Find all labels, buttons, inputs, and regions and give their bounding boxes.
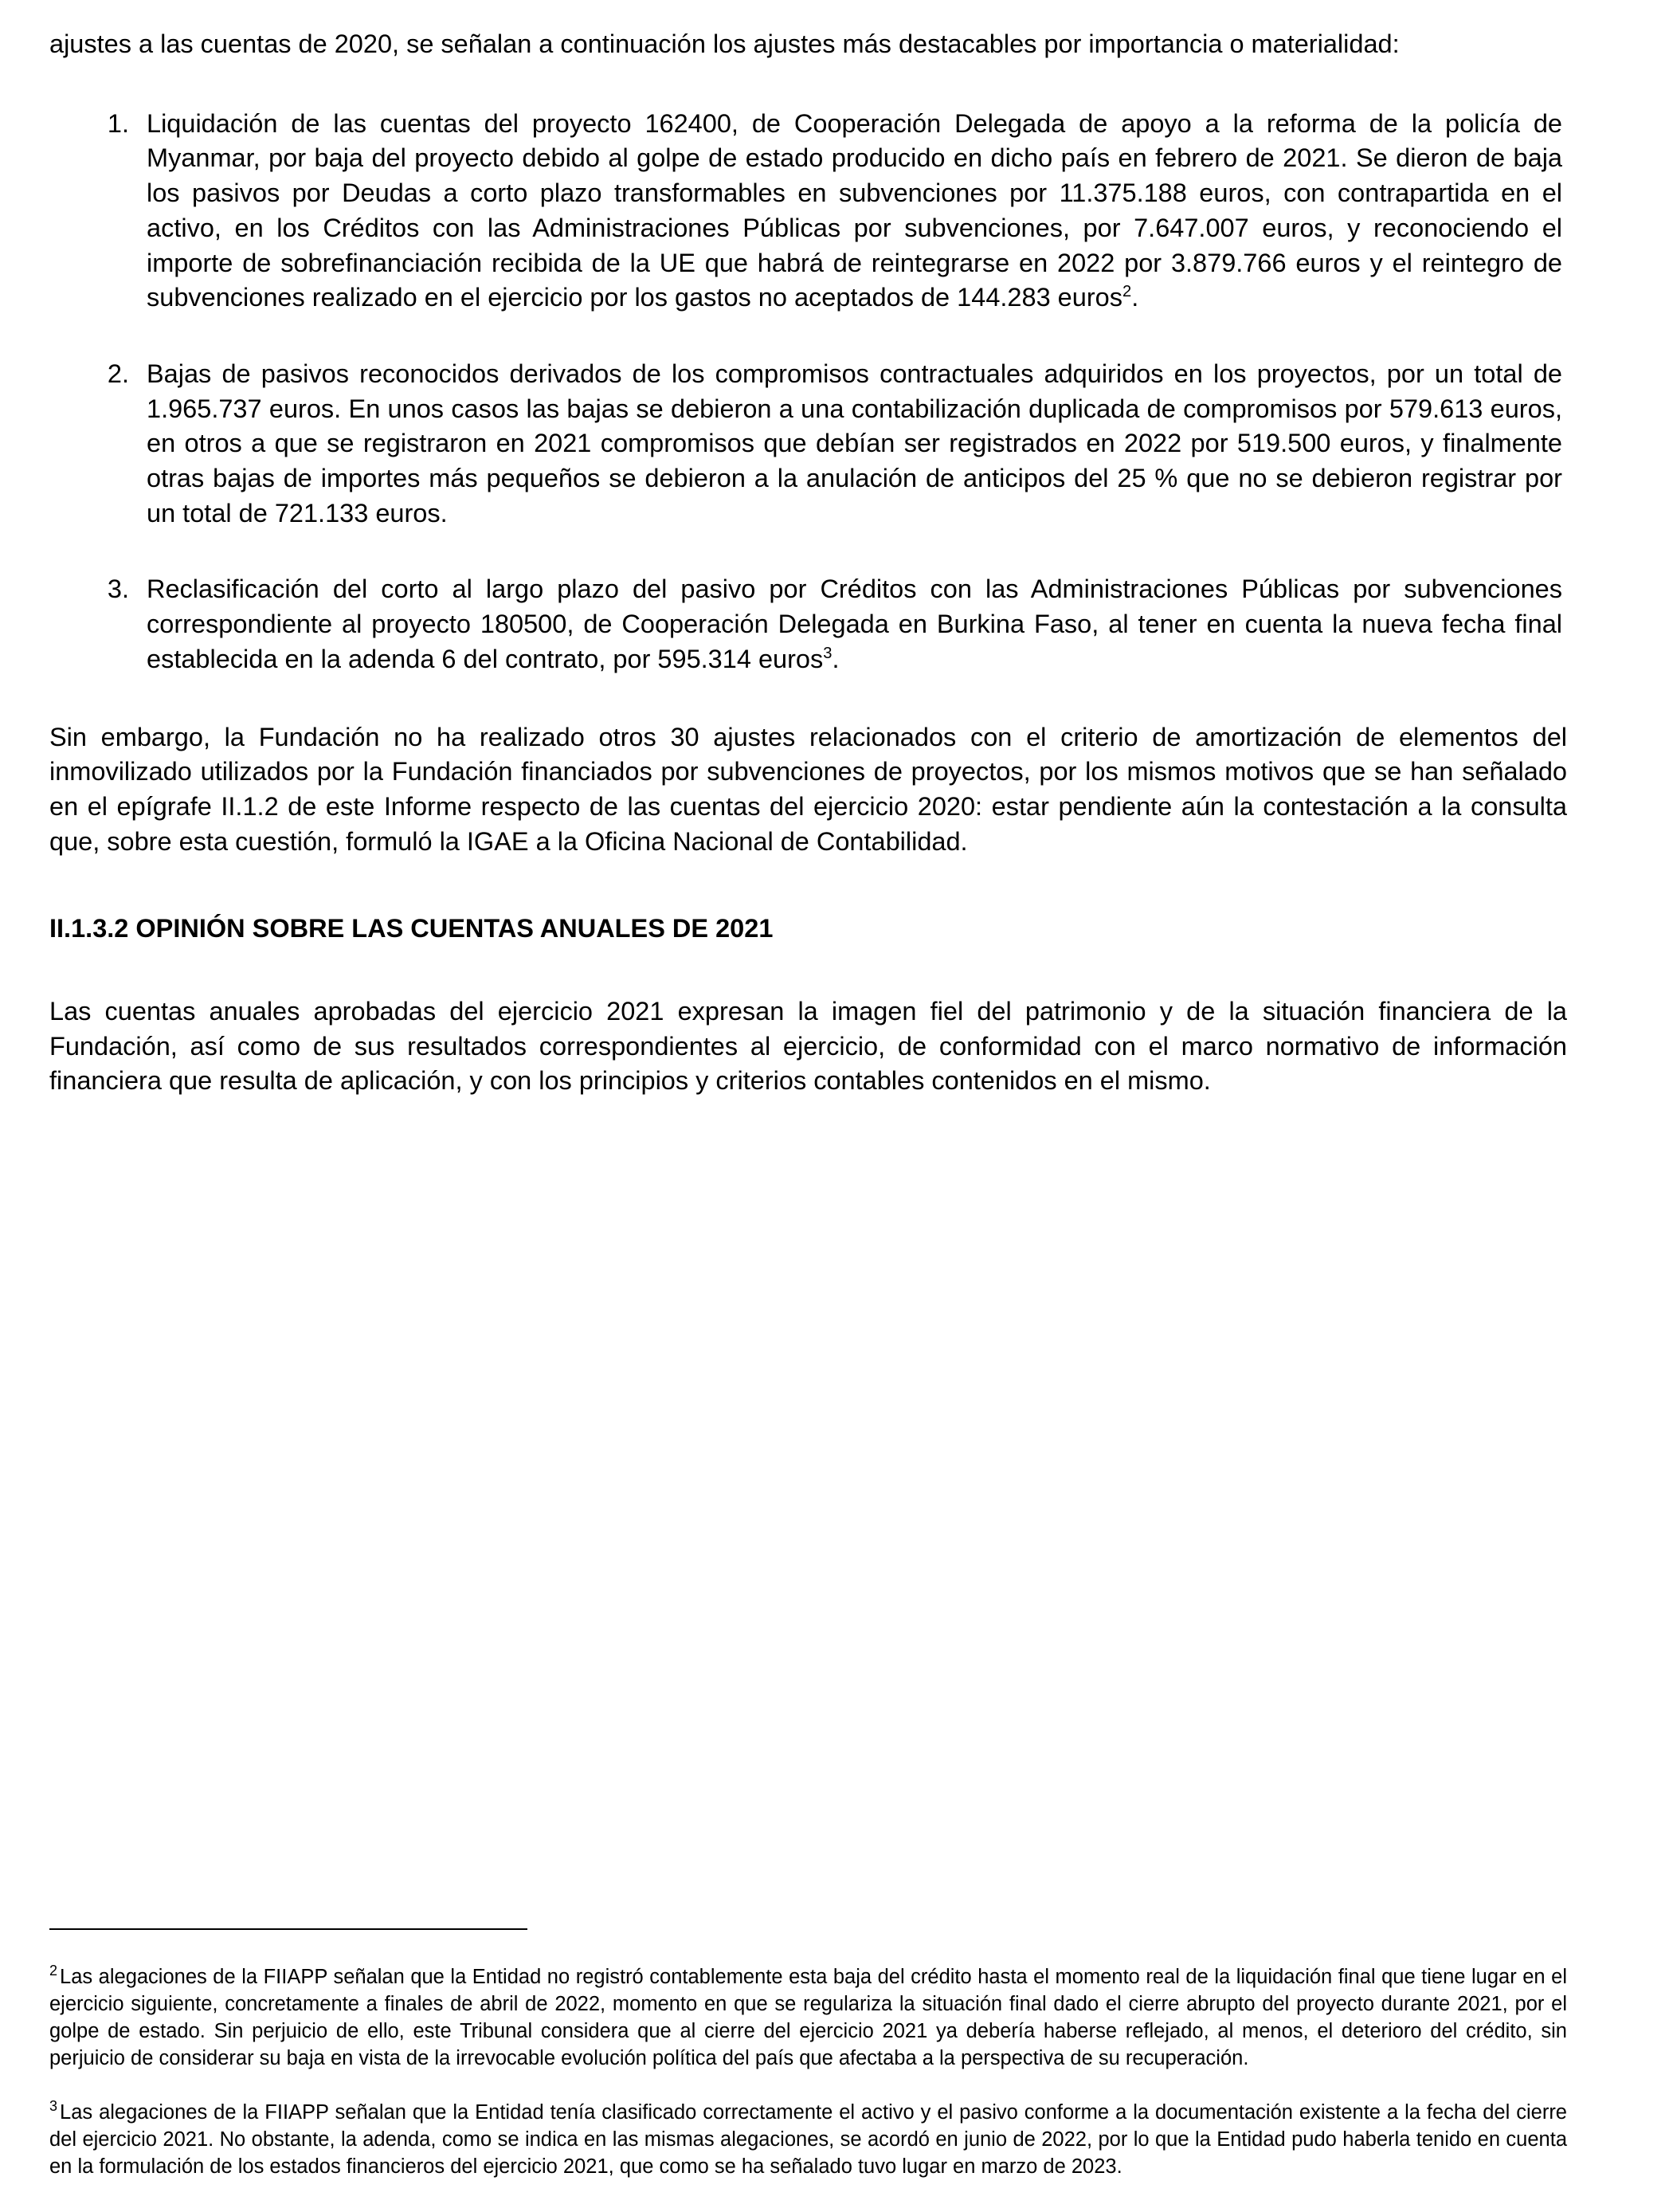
paragraph-after-list: Sin embargo, la Fundación no ha realizado otros 30 ajustes relacionados con el criterio de amortización de elementos del inmovilizado utilizados por la Fundación financiados por subvenciones de proyectos, por los mismos motivos que se han señalado en el epígrafe II.1.2 de este Informe respecto de las cuentas del ejercicio 2020: estar pendiente aún la contestación a la consulta que, sobre esta cuestión, formuló la IGAE a la Oficina Nacional de Contabilidad. [49,722,1567,856]
footnote-3 [49,2099,1567,2180]
footnote-marker: 3 [49,2098,58,2115]
footnote-marker: 2 [49,1963,58,1979]
list-item-text: Reclasificación del corto al largo plazo del pasivo por Créditos con las Administraciones Públicas por subvenciones correspondiente al proyecto 180500, de Cooperación Delegada en Burkina Faso, al tener en cuenta la nueva fecha final establecida en la adenda 6 del contrato, por 595.314 euros [147,575,1562,673]
closing-paragraph: Las cuentas anuales aprobadas del ejercicio 2021 expresan la imagen fiel del patrimonio y de la situación financiera de la Fundación, así como de sus resultados correspondientes al ejercicio, de conformidad con el marco normativo de información financiera que resulta de aplicación, y con los principios y criterios contables contenidos en el mismo. [49,997,1567,1096]
list-item-number: 2. [107,359,129,388]
footnote-separator [49,1928,527,1930]
numbered-list [49,107,1567,677]
footnote-2 [49,1963,1567,2072]
list-item-body [147,572,1567,677]
footnote-text: Las alegaciones de la FIIAPP señalan que la Entidad no registró contablemente esta baja del crédito hasta el momento real de la liquidación final que tiene lugar en el ejercicio siguiente, concretamente a finales de abril de 2022, momento en que se regulariza la situación final dado el cierre abrupto del proyecto durante 2021, por el golpe de estado. Sin perjuicio de ello, este Tribunal considera que al cierre del ejercicio 2021 ya debería haberse reflejado, al menos, el deterioro del crédito, sin perjuicio de considerar su baja en vista de la irrevocable evolución política del país que afectaba a la perspectiva de su recuperación. [49,1965,1567,2069]
list-item-text: Liquidación de las cuentas del proyecto 162400, de Cooperación Delegada de apoyo a la reforma de la policía de Myanmar, por baja del proyecto debido al golpe de estado producido en dicho país en febrero de 2021. Se dieron de baja los pasivos por Deudas a corto plazo transformables en subvenciones por 11.375.188 euros, con contrapartida en el activo, en los Créditos con las Administraciones Públicas por subvenciones, por 7.647.007 euros, y reconociendo el importe de sobrefinanciación recibida de la UE que habrá de reintegrarse en 2022 por 3.879.766 euros y el reintegro de subvenciones realizado en el ejercicio por los gastos no aceptados de 144.283 euros [147,108,1562,312]
list-item-number: 1. [107,108,129,138]
list-item-number: 3. [107,575,129,604]
section-heading: II.1.3.2 OPINIÓN SOBRE LAS CUENTAS ANUALES DE 2021 [49,914,774,943]
list-item [49,572,1567,677]
list-item-text-tail: . [1131,283,1139,312]
list-item [49,357,1567,531]
list-item-text: Bajas de pasivos reconocidos derivados de los compromisos contractuales adquiridos en los proyectos, por un total de 1.965.737 euros. En unos casos las bajas se debieron a una contabilización duplicada de compromisos por 579.613 euros, en otros a que se registraron en 2021 compromisos que debían ser registrados en 2022 por 519.500 euros, y finalmente otras bajas de importes más pequeños se debieron a la anulación de anticipos del 25 % que no se debieron registrar por un total de 721.133 euros. [147,359,1562,528]
list-item [49,107,1567,316]
footnote-text: Las alegaciones de la FIIAPP señalan que la Entidad tenía clasificado correctamente el activo y el pasivo conforme a la documentación existente a la fecha del cierre del ejercicio 2021. No obstante, la adenda, como se indica en las mismas alegaciones, se acordó en junio de 2022, por lo que la Entidad pudo haberla tenido en cuenta en la formulación de los estados financieros del ejercicio 2021, que como se ha señalado tuvo lugar en marzo de 2023. [49,2100,1567,2178]
list-item-text-tail: . [832,644,840,673]
footnote-ref-2[interactable]: 2 [1122,283,1132,301]
footnote-ref-3[interactable]: 3 [823,645,833,663]
intro-paragraph: ajustes a las cuentas de 2020, se señalan a continuación los ajustes más destacables por importancia o materialidad: [49,29,1400,58]
list-item-body [147,107,1567,316]
footnote-area [49,1928,1567,2180]
list-item-body [147,357,1567,531]
